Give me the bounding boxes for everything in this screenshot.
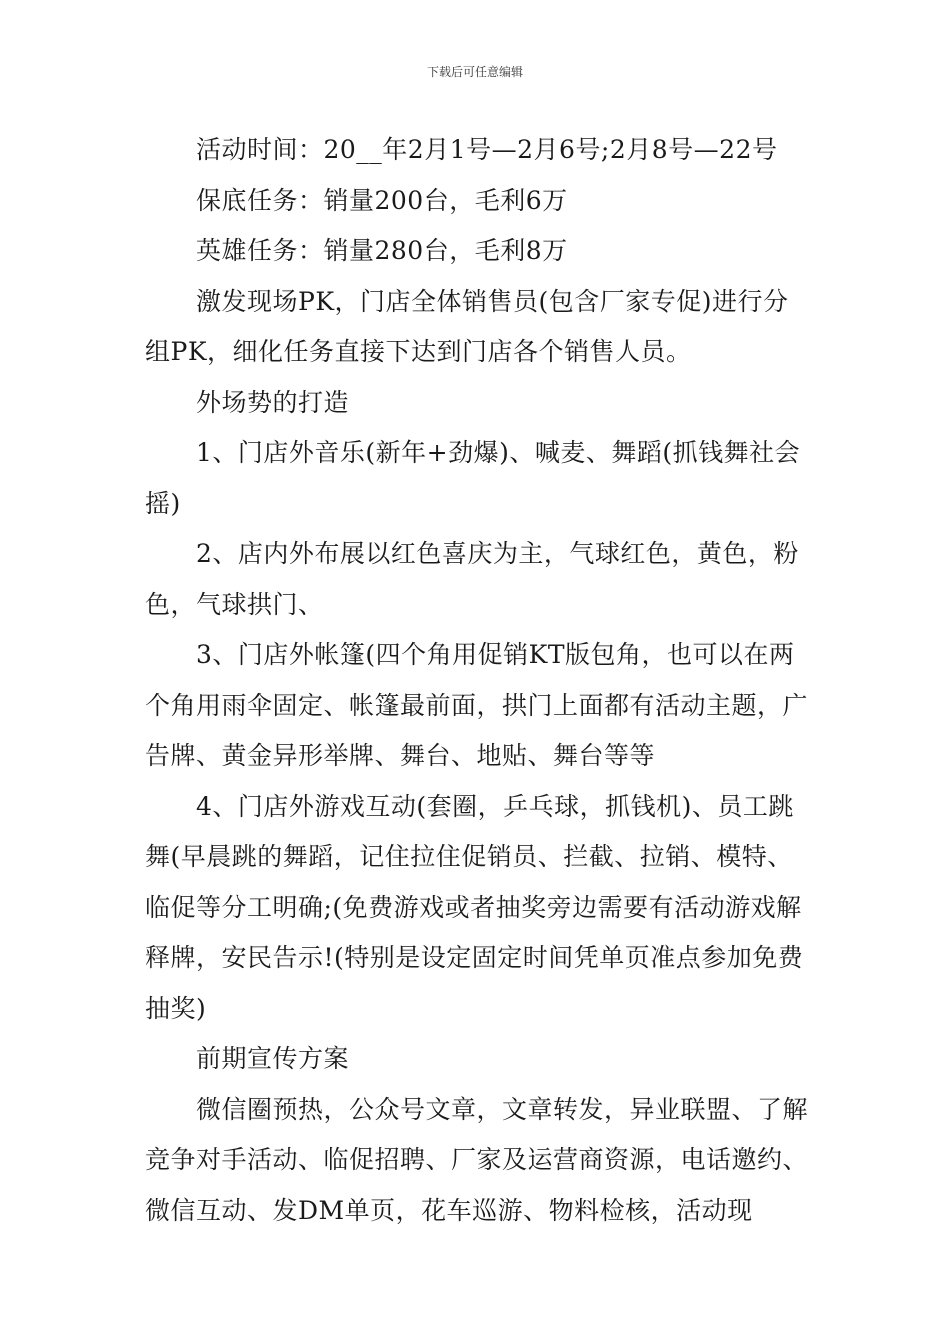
hero-target-line: 英雄任务：销量280台，毛利8万 (196, 236, 568, 265)
pk-paragraph: 激发现场PK，门店全体销售员(包含厂家专促)进行分组PK，细化任务直接下达到门店各个销售人员。 (145, 286, 789, 366)
section-heading-outdoor: 外场势的打造 (196, 387, 350, 417)
list-item-4: 4、门店外游戏互动(套圈，乒乓球，抓钱机)、员工跳舞(早晨跳的舞蹈，记住拉住促销员、拦截、拉销、模特、临促等分工明确;(免费游戏或者抽奖旁边需要有活动游戏解释牌，安民告示!(特别是设定固定时间凭单页准点参加免费抽奖) (145, 791, 804, 1023)
document-body (145, 125, 810, 1236)
activity-time-line: 活动时间：20__年2月1号—2月6号;2月8号—22号 (196, 135, 778, 164)
page-header-note: 下载后可任意编辑 (426, 65, 523, 79)
list-item-3: 3、门店外帐篷(四个角用促销KT版包角，也可以在两个角用雨伞固定、帐篷最前面，拱门上面都有活动主题，广告牌、黄金异形举牌、舞台、地贴、舞台等等 (145, 640, 809, 770)
list-item-2: 2、店内外布展以红色喜庆为主，气球红色，黄色，粉色，气球拱门、 (145, 539, 799, 619)
promotion-paragraph: 微信圈预热，公众号文章，文章转发，异业联盟、了解竞争对手活动、临促招聘、厂家及运营商资源，电话邀约、微信互动、发DM单页，花车巡游、物料检核，活动现 (145, 1094, 809, 1225)
baseline-target-line: 保底任务：销量200台，毛利6万 (196, 185, 568, 215)
section-heading-promotion: 前期宣传方案 (196, 1044, 350, 1073)
list-item-1: 1、门店外音乐(新年+劲爆)、喊麦、舞蹈(抓钱舞社会摇) (145, 438, 801, 518)
